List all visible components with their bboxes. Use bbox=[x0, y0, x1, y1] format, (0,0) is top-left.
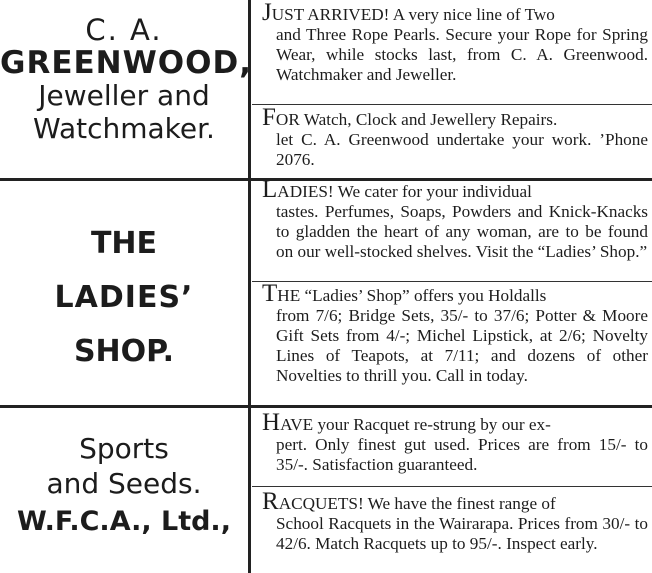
ladies-shop-advertiser-name bbox=[0, 226, 248, 370]
advertiser-line-1: THE bbox=[90, 226, 158, 261]
ad-drop-initial: F bbox=[262, 104, 276, 131]
sports-seeds-advertiser-name bbox=[0, 432, 248, 542]
ad-drop-initial: J bbox=[262, 0, 272, 26]
greenwood-advertiser-name bbox=[0, 13, 253, 146]
advertiser-line-3: SHOP. bbox=[73, 334, 175, 369]
ad-body: tastes. Perfumes, Soaps, Powders and Knick-Knacks to gladden the heart of any woman, are to be found on our well-stocked shelves. Visit the “Ladies’ Shop.” bbox=[276, 202, 648, 261]
column-divider bbox=[248, 0, 251, 573]
advertiser-line-2: and Seeds. bbox=[46, 467, 202, 500]
ad-divider-1 bbox=[252, 104, 652, 105]
ad-drop-initial: T bbox=[262, 280, 278, 307]
advertiser-line-3: W.F.C.A., Ltd., bbox=[17, 506, 231, 537]
ad-divider-3 bbox=[252, 486, 652, 487]
ad-ladies-shop-novelties bbox=[262, 280, 648, 386]
advertiser-initials: C. A. bbox=[85, 13, 163, 47]
ad-first-line: HE “Ladies’ Shop” offers you Holdalls bbox=[277, 286, 547, 305]
ad-body: School Racquets in the Wairarapa. Prices from 30/- to 42/6. Match Racquets up to 95/-. Inspect early. bbox=[276, 514, 648, 553]
ad-watch-repairs bbox=[262, 104, 648, 170]
ad-drop-initial: H bbox=[262, 409, 281, 436]
ad-body: and Three Rope Pearls. Secure your Rope for Spring Wear, while stocks last, from C. A. Greenwood. Watchmaker and Jeweller. bbox=[276, 25, 648, 84]
ad-rope-pearls bbox=[262, 0, 648, 85]
ad-first-line: ACQUETS! We have the finest range of bbox=[278, 494, 556, 513]
advertiser-line-2: LADIES’ bbox=[54, 280, 194, 315]
ad-first-line: UST ARRIVED! A very nice line of Two bbox=[271, 5, 555, 24]
ad-drop-initial: L bbox=[262, 176, 278, 203]
ad-first-line: ADIES! We cater for your individual bbox=[277, 182, 532, 201]
ad-racquet-restringing bbox=[262, 409, 648, 475]
section-divider-2 bbox=[0, 405, 652, 408]
ad-body: let C. A. Greenwood undertake your work. ’Phone 2076. bbox=[276, 130, 648, 169]
ad-first-line: OR Watch, Clock and Jewellery Repairs. bbox=[275, 110, 558, 129]
advertiser-trade-line-1: Jeweller and bbox=[38, 79, 210, 112]
ad-divider-2 bbox=[252, 281, 652, 282]
ad-ladies-toiletries bbox=[262, 176, 648, 262]
ad-first-line: AVE your Racquet re-strung by our ex- bbox=[280, 415, 551, 434]
advertiser-trade-line-2: Watchmaker. bbox=[33, 112, 215, 145]
ad-school-racquets bbox=[262, 488, 648, 554]
ad-body: pert. Only finest gut used. Prices are from 15/- to 35/-. Satisfaction guaranteed. bbox=[276, 435, 648, 474]
ad-body: from 7/6; Bridge Sets, 35/- to 37/6; Potter & Moore Gift Sets from 4/-; Michel Lipstick, at 2/6; Novelty Lines of Teapots, at 7/11; and dozens of other Novelties to thrill you. Call in today. bbox=[276, 306, 648, 385]
advertiser-surname: GREENWOOD, bbox=[0, 45, 253, 81]
advertiser-line-1: Sports bbox=[79, 432, 169, 465]
ad-drop-initial: R bbox=[262, 488, 279, 515]
